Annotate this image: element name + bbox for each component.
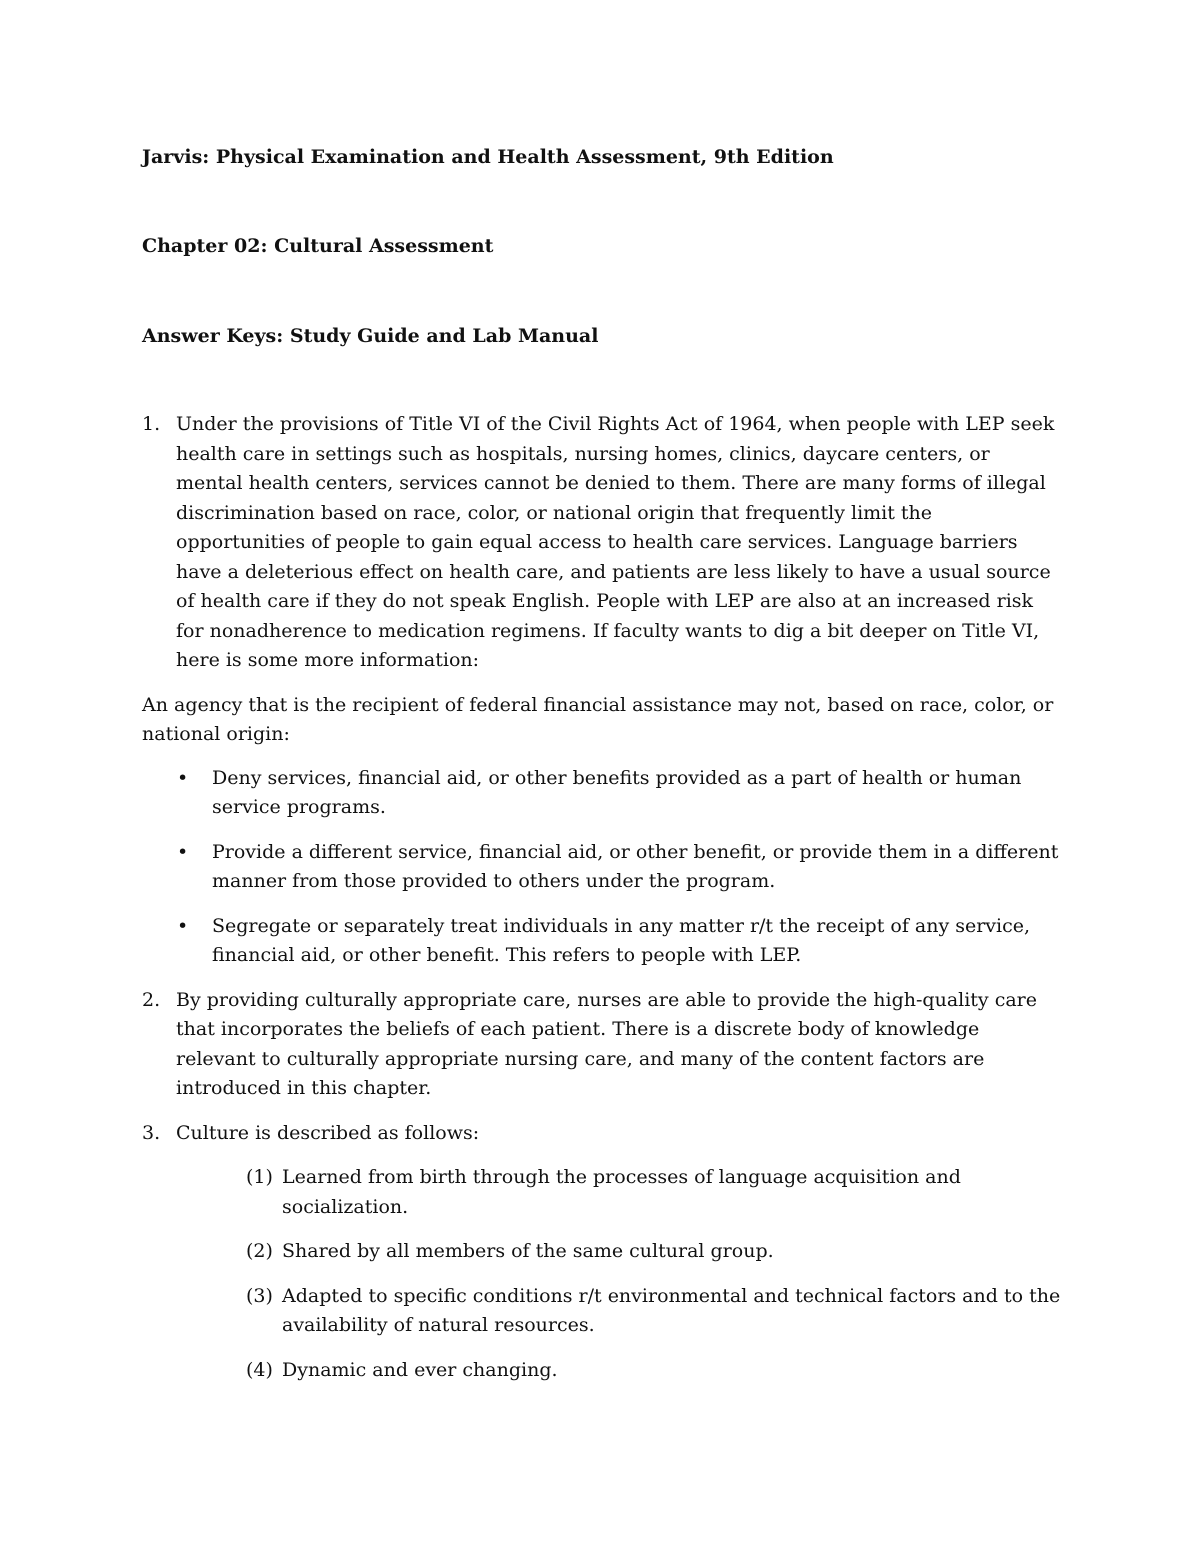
sub-item-number: (1) xyxy=(246,1166,273,1188)
item-number: 1. xyxy=(142,413,161,435)
bullet-item xyxy=(142,764,1062,823)
bullet-marker: • xyxy=(177,914,189,937)
item-number: 3. xyxy=(142,1121,161,1144)
answer-item-2 xyxy=(142,986,1062,1104)
sub-item-number: (3) xyxy=(246,1284,273,1307)
bullet-item xyxy=(142,912,1062,971)
bullet-text: Segregate or separately treat individuals in any matter r/t the receipt of any service, financial aid, or other benefit. This refers to people with LEP. xyxy=(212,914,1031,966)
sub-item-text: Adapted to specific conditions r/t environmental and technical factors and to the availability of natural resources. xyxy=(282,1284,1061,1336)
sub-item-text: Shared by all members of the same cultural group. xyxy=(282,1240,774,1262)
sub-item xyxy=(142,1282,1062,1341)
item-number: 2. xyxy=(142,988,161,1011)
sub-item-text: Learned from birth through the processes of language acquisition and socialization. xyxy=(282,1166,961,1218)
bullet-marker: • xyxy=(177,766,189,789)
bullet-marker: • xyxy=(177,840,189,863)
agency-paragraph: An agency that is the recipient of federal financial assistance may not, based on race, color, or national origin: xyxy=(142,693,1054,745)
item-text: By providing culturally appropriate care, nurses are able to provide the high-quality care that incorporates the beliefs of each patient. There is a discrete body of knowledge relevant to culturally appropriate nursing care, and many of the content factors are introduced in this chapter. xyxy=(176,988,1038,1099)
sub-item-number: (4) xyxy=(246,1358,273,1381)
item-text: Culture is described as follows: xyxy=(176,1121,480,1144)
sub-item xyxy=(142,1356,1062,1386)
item-text: Under the provisions of Title VI of the Civil Rights Act of 1964, when people with LEP seek health care in settings such as hospitals, nursing homes, clinics, daycare centers, or mental health centers, services cannot be denied to them. There are many forms of illegal discrimination based on race, color, or national origin that frequently limit the opportunities of people to gain equal access to health care services. Language barriers have a deleterious effect on health care, and patients are less likely to have a usual source of health care if they do not speak English. People with LEP are also at an increased risk for nonadherence to medication regimens. If faculty wants to dig a bit deeper on Title VI, here is some more information: xyxy=(176,413,1055,671)
answer-item-1 xyxy=(142,410,1062,676)
sub-item xyxy=(142,1237,1062,1267)
sub-item xyxy=(142,1163,1062,1222)
book-title: Jarvis: Physical Examination and Health Assessment, 9th Edition xyxy=(142,146,834,168)
bullet-text: Deny services, financial aid, or other benefits provided as a part of health or human service programs. xyxy=(212,766,1022,818)
chapter-heading: Chapter 02: Cultural Assessment xyxy=(142,235,494,257)
answer-item-3 xyxy=(142,1119,1062,1149)
document-body xyxy=(142,410,1062,1400)
sub-item-text: Dynamic and ever changing. xyxy=(282,1358,558,1381)
bullet-item xyxy=(142,838,1062,897)
bullet-text: Provide a different service, financial aid, or other benefit, or provide them in a different manner from those provided to others under the program. xyxy=(212,840,1059,892)
sub-item-number: (2) xyxy=(246,1240,273,1262)
answer-keys-heading: Answer Keys: Study Guide and Lab Manual xyxy=(142,325,599,347)
